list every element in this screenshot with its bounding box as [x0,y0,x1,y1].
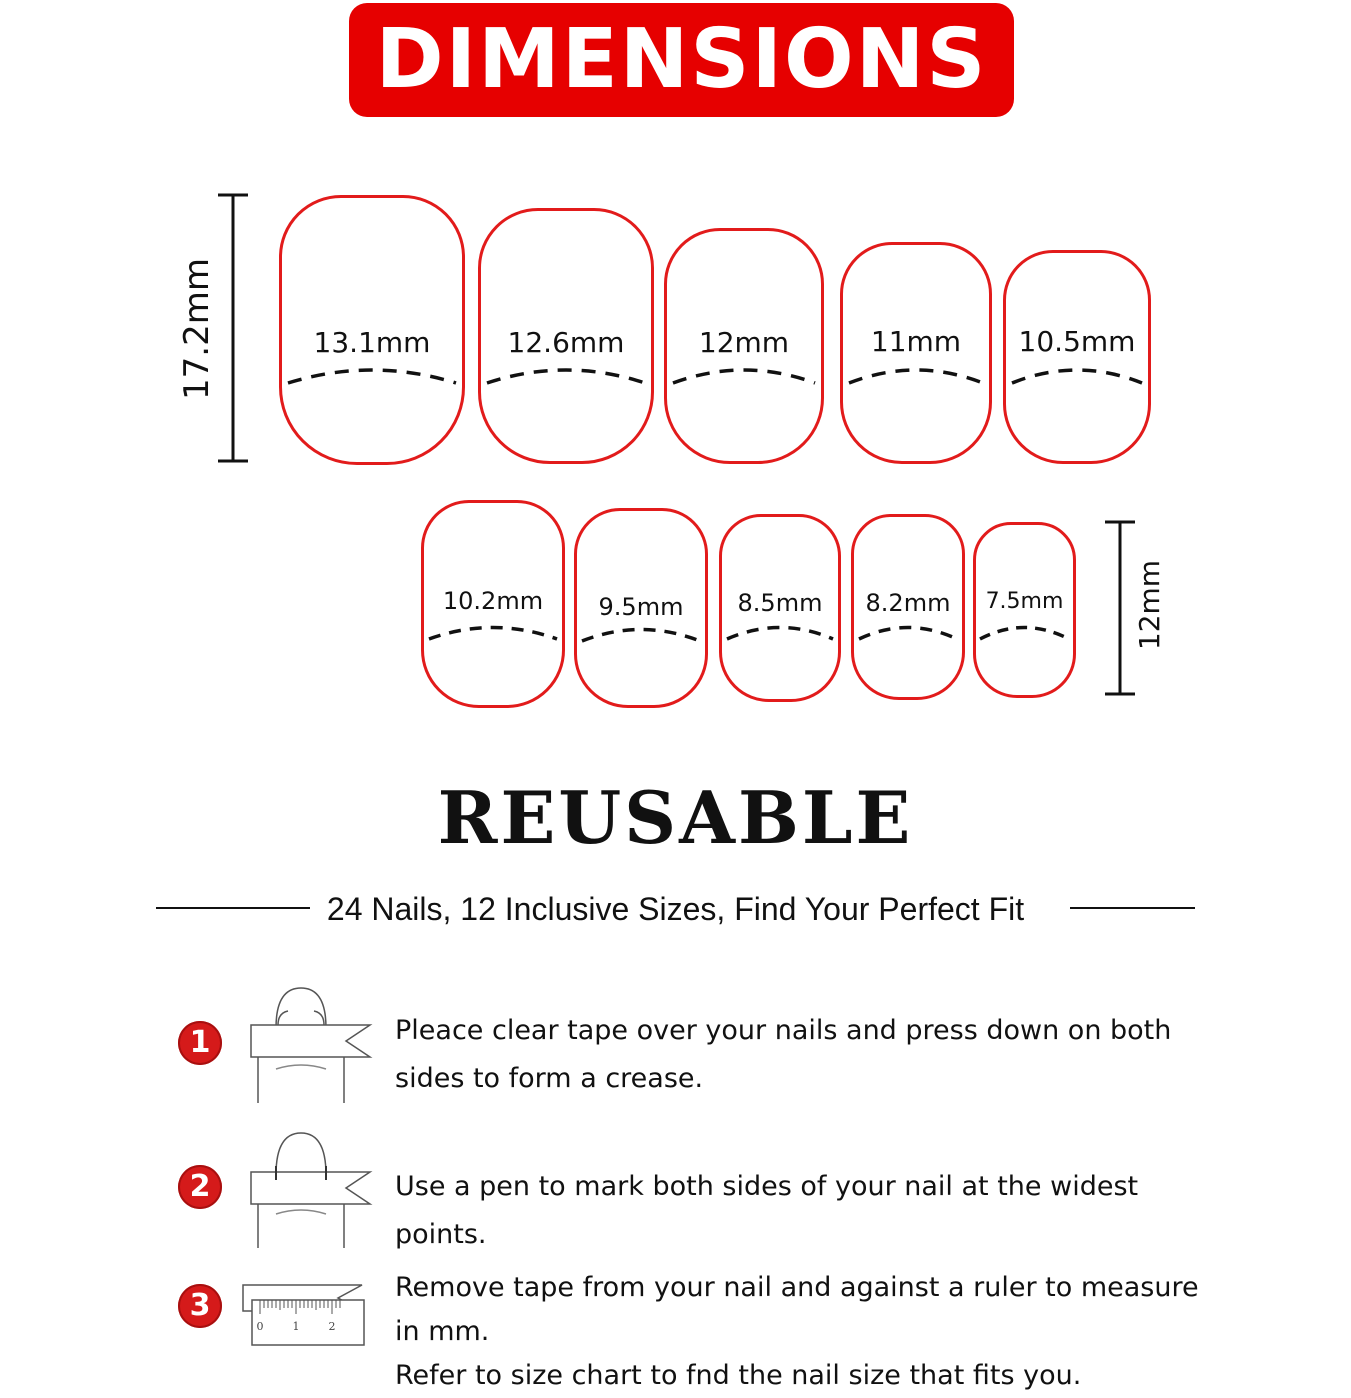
nail-bottom-5 [973,522,1076,698]
step-number-2: 2 [178,1165,222,1209]
nail-width-label: 9.5mm [598,593,684,621]
nail-width-label: 7.5mm [985,589,1064,614]
step-line: Remove tape from your nail and against a ruler to measure in mm. [395,1272,1199,1347]
crease-line [282,363,462,393]
finger-tape-icon [248,983,376,1105]
ruler-tick-label: 2 [328,1320,336,1333]
page-title: DIMENSIONS [375,12,988,107]
step-number-3: 3 [178,1284,222,1328]
nail-bottom-2 [574,508,708,708]
step-number-1: 1 [178,1021,222,1065]
nail-top-3 [664,228,824,464]
nail-width-label: 11mm [870,325,962,358]
step-text-2 [395,1163,1215,1259]
nail-bottom-1 [421,500,565,708]
divider-right [1070,907,1195,909]
nail-width-label: 8.2mm [865,589,951,617]
nail-top-2 [478,208,654,464]
reusable-heading: REUSABLE [437,775,914,860]
crease-line [854,621,962,649]
subtitle-line [0,888,1351,928]
step-line: Refer to size chart to fnd the nail size that fits you. [395,1360,1082,1391]
crease-line [843,363,989,393]
step-line: Use a pen to mark both sides of your nail at the widest points. [395,1171,1139,1250]
nail-bottom-4 [851,514,965,700]
subtitle-text: 24 Nails, 12 Inclusive Sizes, Find Your Perfect Fit [326,891,1025,927]
finger-tape-mark-icon [248,1130,376,1250]
nail-top-5 [1003,250,1151,464]
title-banner [349,3,1014,117]
nail-width-label: 10.2mm [442,587,544,615]
crease-line [481,363,651,393]
step-line: sides to form a crease. [395,1063,704,1094]
crease-line [1006,363,1148,393]
crease-line [577,623,705,651]
crease-line [667,363,821,393]
ruler-tick-label: 0 [256,1320,264,1333]
crease-line [976,621,1073,649]
nail-top-4 [840,242,992,464]
step-text-1 [395,1007,1215,1103]
nail-width-label: 8.5mm [737,589,823,617]
crease-line [722,621,838,649]
nail-bottom-3 [719,514,841,702]
nail-width-label: 12.6mm [507,326,625,359]
ruler-tick-label: 1 [292,1320,300,1333]
ruler-icon [240,1280,370,1348]
height-label-bottom: 12mm [1133,559,1166,651]
nail-top-1 [279,195,465,465]
step-text-3 [395,1266,1215,1398]
nail-width-label: 13.1mm [313,326,431,359]
height-marker-top [215,193,251,463]
nail-width-label: 12mm [698,326,790,359]
crease-line [424,621,562,649]
step-line: Pleace clear tape over your nails and press down on both [395,1015,1172,1046]
height-label-top: 17.2mm [177,258,217,400]
nail-width-label: 10.5mm [1018,325,1136,358]
